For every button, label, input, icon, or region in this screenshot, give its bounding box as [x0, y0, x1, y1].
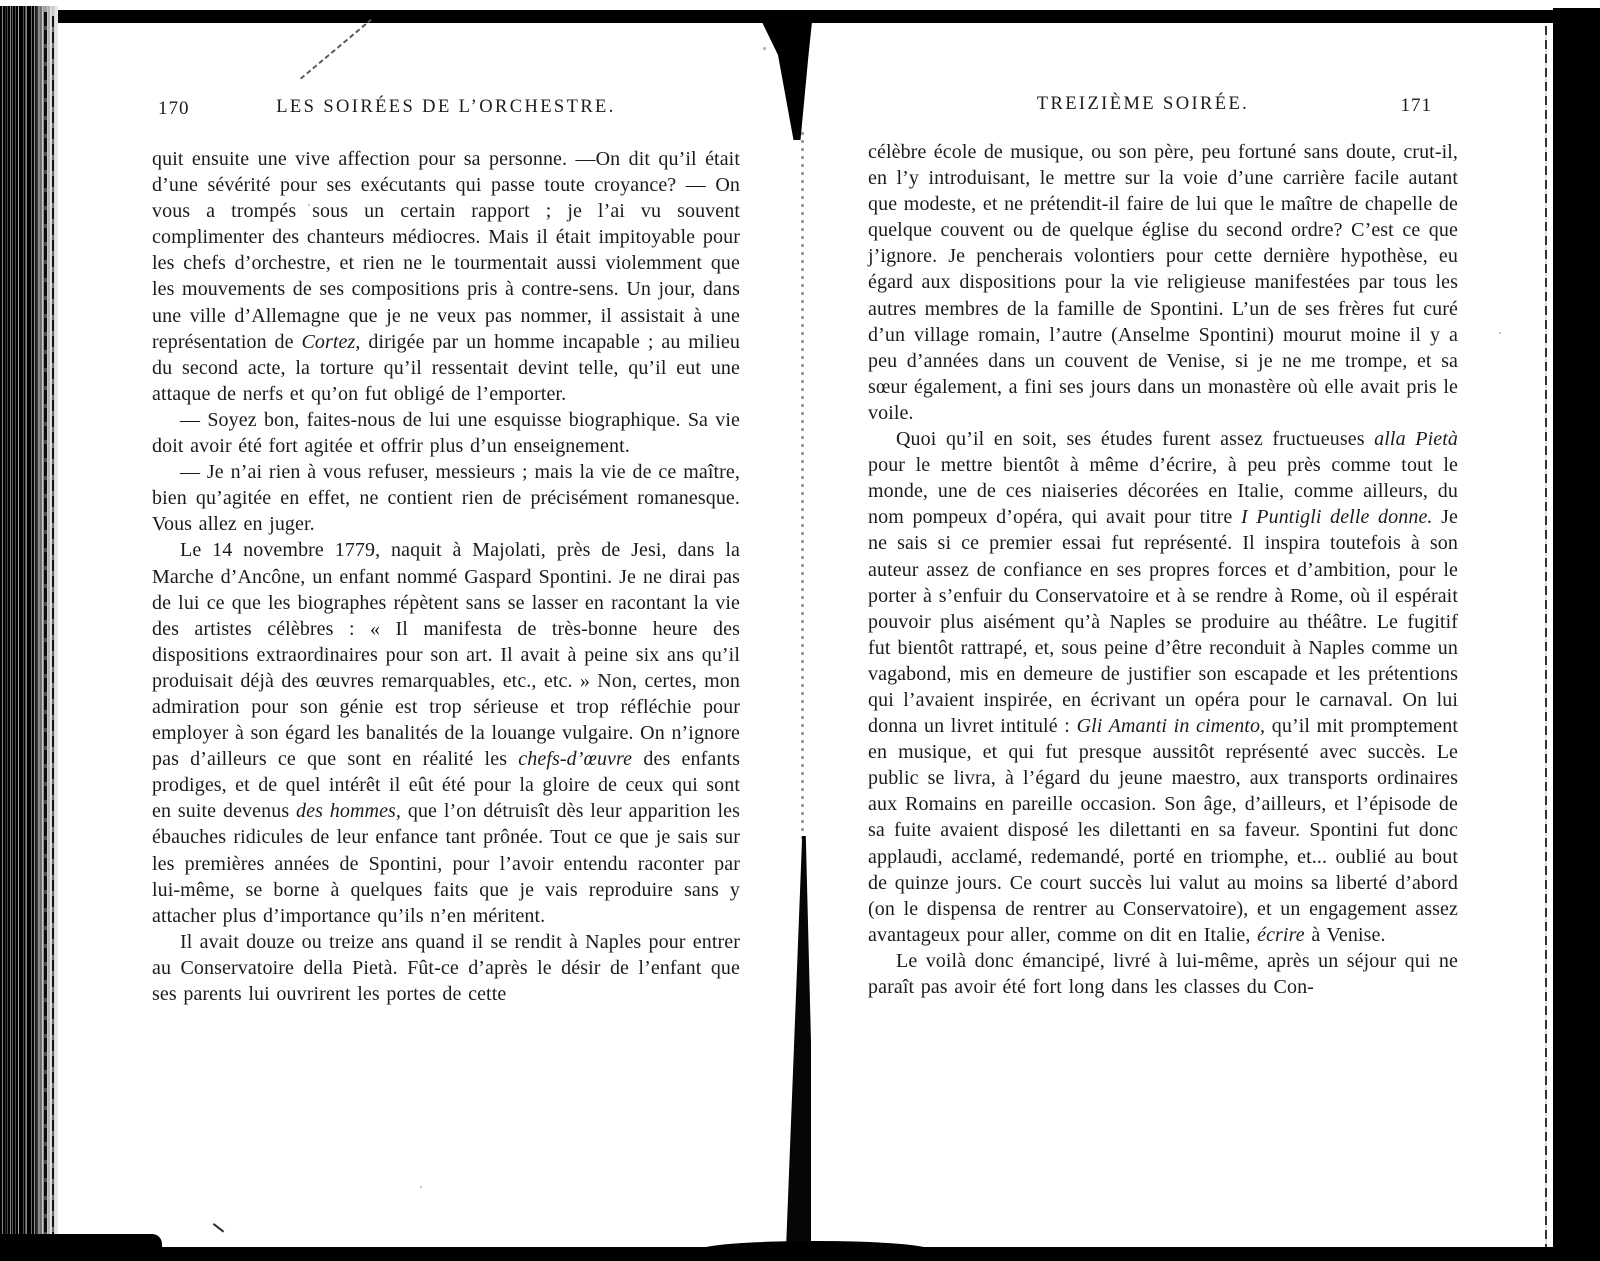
paragraph [868, 426, 1458, 948]
paragraph [868, 948, 1458, 1000]
running-title-left: LES SOIRÉES DE L’ORCHESTRE. [276, 97, 616, 117]
italic-text: Gli Amanti in cimento, [1076, 715, 1266, 738]
scan-right-page-edge-line [1545, 26, 1547, 1247]
body-text: célèbre école de musique, ou son père, peu fortuné sans doute, crut-il, en l’y introduisant, le mettre sur la voie d’une carrière facile autant que modeste, et ne prétendit-il faire de lui que le maître de chapelle de quelque couvent ou de quelque église du second ordre? C’est ce que j’ignore. Je pencherais volontiers pour cette dernière hypothèse, eu égard aux dispositions pour la vie religieuse manifestées par tous les autres membres de la famille de Spontini. L’un de ses frères fut curé d’un village romain, l’autre (Anselme Spontini) mourut moine il y a peu d’années dans un couvent de Venise, si je ne me trompe, et sa sœur également, a fini ses jours dans un monastère où elle avait pris le voile. [868, 141, 1458, 424]
paragraph [152, 537, 740, 928]
book-gutter-shadow-middle [801, 132, 804, 842]
italic-text: I Puntigli delle donne. [1240, 506, 1433, 529]
body-text: dirigée par un homme incapable ; au milieu du second acte, la torture qu’il ressentait devint telle, qu’il eut une attaque de nerfs et qu’on fut obligé de l’emporter. [152, 330, 740, 405]
body-text: Le 14 novembre 1779, naquit à Majolati, près de Jesi, dans la Marche d’Ancône, un enfant nommé Gaspard Spontini. Je ne dirai pas de lui ce que les biographes répètent sans se lasser en racontant la vie des artistes célèbres : « Il manifesta de très-bonne heure des dispositions extraordinaires pour son art. Il avait à peine six ans qu’il produisait déjà des œuvres remarquables, etc., etc. » Non, certes, mon admiration pour son génie est trop sérieuse et trop réfléchie pour employer à son égard les banalités de la louange vulgaire. On n’ignore pas d’ailleurs ce que sont en réalité les [152, 539, 740, 771]
scan-left-streak [52, 16, 54, 1244]
body-text: pour le mettre bientôt à même d’écrire, à peu près comme tout le monde, une de ces niaiseries décorées en Italie, comme ailleurs, du nom pompeux d’opéra, qui avait pour titre [868, 454, 1458, 529]
page-left-header [152, 97, 740, 125]
scan-scratch-line [300, 19, 372, 80]
scan-right-border [1553, 8, 1600, 1261]
scan-top-border [0, 10, 1600, 23]
scan-left-streak [44, 12, 47, 1246]
paragraph [152, 929, 740, 1007]
body-text: des enfants prodiges, et de quel intérêt il eût été pour la gloire de ceux qui sont en suite devenus [152, 748, 740, 823]
scan-bottom-border [0, 1247, 1600, 1261]
body-text: Le voilà donc émancipé, livré à lui-même, après un séjour qui ne paraît pas avoir été fort long dans les classes du Con- [868, 949, 1458, 998]
body-text: Je ne sais si ce premier essai fut représenté. Il inspira toutefois à son auteur assez de confiance en ses propres forces et d’ambition, pour le porter à s’enfuir du Conservatoire et à se rendre à Rome, où il espérait pouvoir plus aisément qu’à Naples se produire au théâtre. Le fugitif fut bientôt rattrapé, et, sous peine d’être reconduit à Naples comme un vagabond, mis en demeure de justifier son escapade et les prétentions qui l’avaient inspirée, en écrivant un opéra pour le carnaval. On lui donna un livret intitulé : [868, 506, 1458, 738]
body-text: que l’on détruisît dès leur apparition les ébauches ridicules de leur enfance tant prônée. Tout ce que je sais sur les premières années de Spontini, pour l’avoir entendu raconter par lui-même, se borne à quelques faits que je vais reproduire sans y attacher plus d’importance qu’ils n’en méritent. [152, 800, 741, 927]
body-text: à Venise. [1304, 923, 1386, 946]
paragraph [152, 146, 740, 407]
body-text: — Soyez bon, faites-nous de lui une esquisse biographique. Sa vie doit avoir été fort agitée et offrir plus d’un enseignement. [152, 408, 740, 458]
page-right-header [868, 94, 1458, 122]
italic-text: écrire [1257, 923, 1305, 946]
running-title-right: TREIZIÈME SOIRÉE. [1036, 94, 1250, 114]
paragraph [868, 139, 1458, 426]
body-text: — Je n’ai rien à vous refuser, messieurs ; mais la vie de ce maître, bien qu’agitée en effet, ne contient rien de précisément romanesque. Vous allez en juger. [152, 461, 740, 536]
page-number-right: 171 [1400, 95, 1432, 116]
italic-text: alla Pietà [1374, 428, 1458, 451]
body-text: qu’il mit promptement en musique, et qui fut presque aussitôt représenté avec succès. Le public se livra, à l’égard du jeune maestro, aux transports ordinaires aux Romains en pareille occasion. Son âge, d’ailleurs, et l’épisode de sa fuite avaient disposé les dilettanti en sa faveur. Spontini fut donc applaudi, acclamé, redemandé, porté en triomphe, et... oublié au bout de quinze jours. Ce court succès lui valut au moins sa liberté d’abord (on le dispensa de rentrer au Conservatoire), et un engagement assez avantageux pour aller, comme on dit en Italie, [868, 715, 1458, 946]
scan-stray-mark [213, 1223, 224, 1233]
scan-speck [1499, 332, 1501, 334]
body-text: quit ensuite une vive affection pour sa personne. —On dit qu’il était d’une sévérité pour ses exécutants qui passe toute croyance? — On vous a trompés sous un certain rapport ; je l’ai vu souvent complimenter des chanteurs médiocres. Mais il était impitoyable pour les chefs d’orchestre, et rien ne le tourmentait aussi violemment que les mouvements de ses compositions pris à contre-sens. Un jour, dans une ville d’Allemagne que je ne veux pas nommer, il assistait à une représentation de [152, 148, 740, 353]
paragraph [152, 407, 740, 459]
book-gutter-shadow-top [762, 22, 812, 140]
paragraph [152, 459, 740, 537]
italic-text: chefs-d’œuvre [518, 748, 633, 771]
page-number-left: 170 [158, 98, 190, 119]
scan-speck [420, 1186, 422, 1188]
book-gutter-shadow-bottom [785, 836, 811, 1248]
body-text: Quoi qu’il en soit, ses études furent assez fructueuses [896, 428, 1375, 451]
scan-speck [763, 47, 766, 50]
scan-left-edge-texture [0, 6, 58, 1250]
italic-text: des hommes, [296, 800, 402, 823]
page-body-left [152, 146, 740, 1007]
body-text: Il avait douze ou treize ans quand il se rendit à Naples pour entrer au Conservatoire della Pietà. Fût-ce d’après le désir de l’enfant que ses parents lui ouvrirent les portes de cette [152, 930, 740, 1005]
italic-text: Cortez, [301, 330, 361, 353]
page-body-right [868, 139, 1458, 1000]
